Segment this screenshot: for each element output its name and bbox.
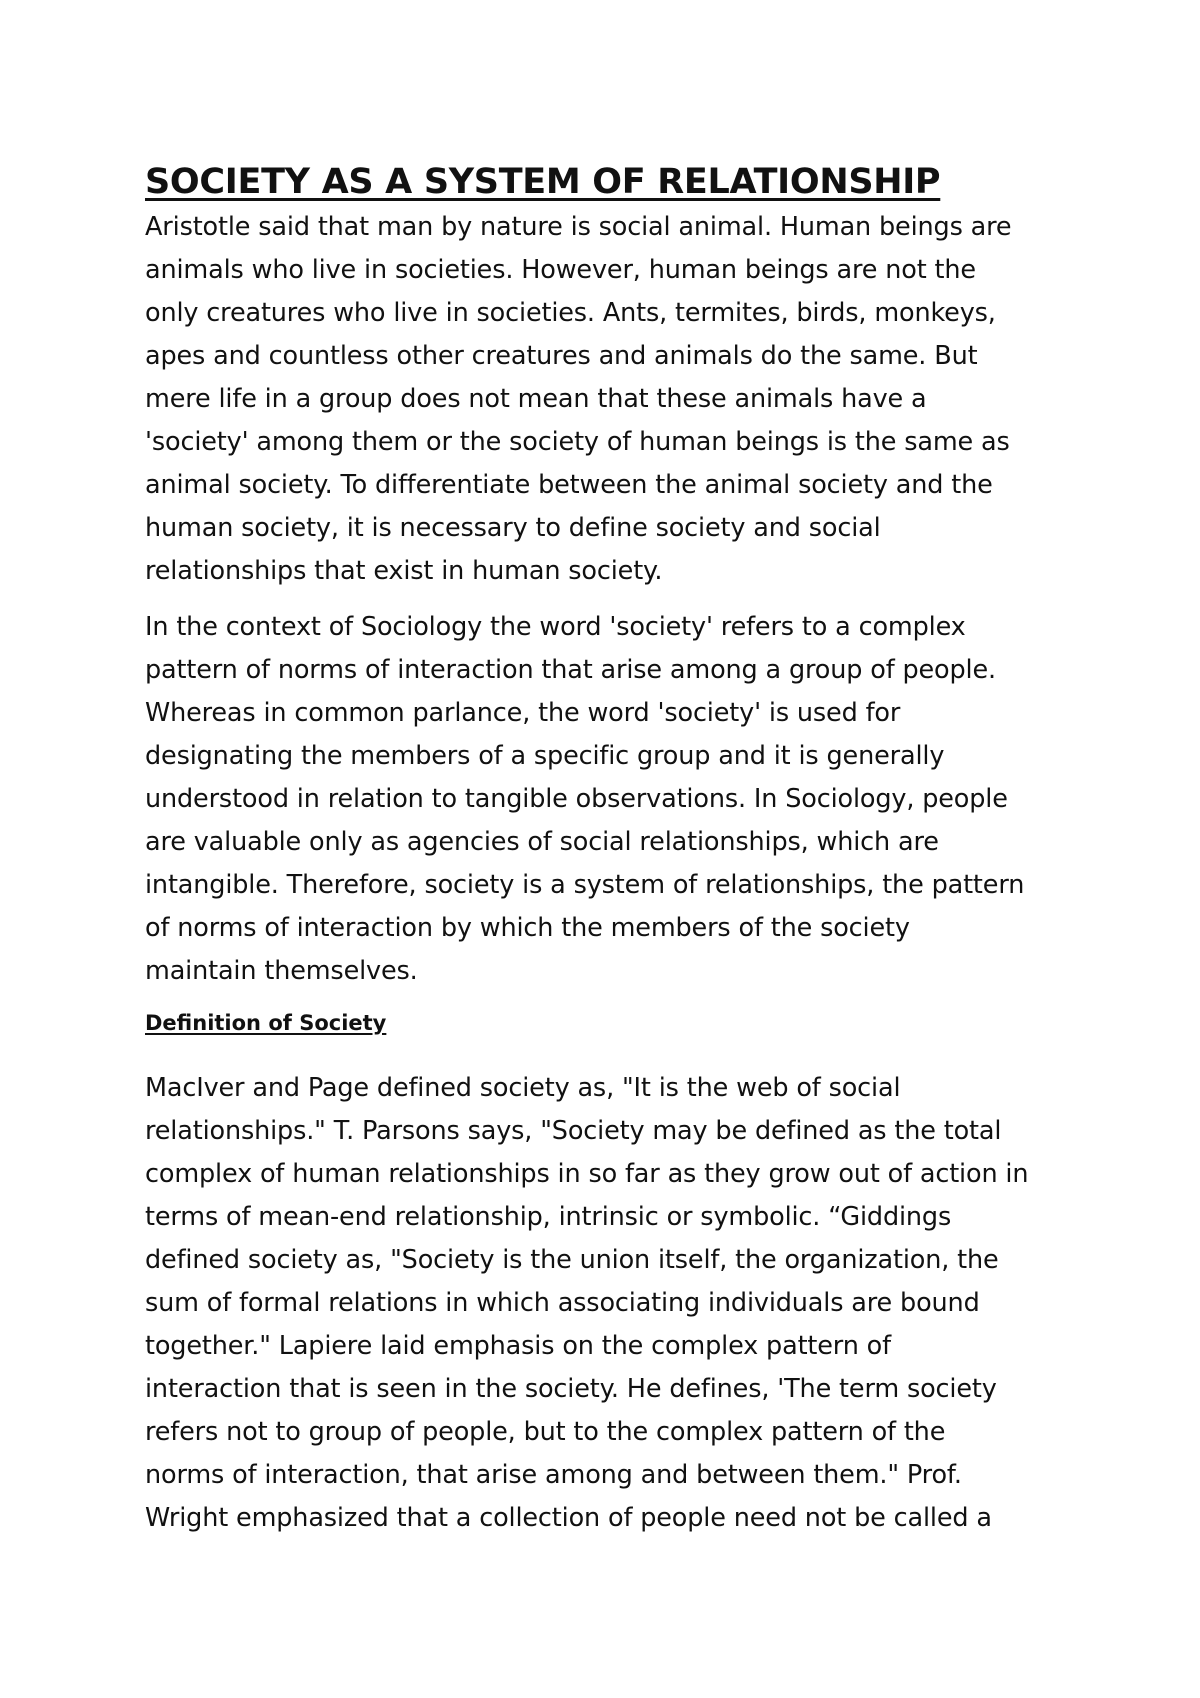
paragraph-spacer — [145, 593, 1075, 606]
text-line: Wright emphasized that a collection of people need not be called a — [145, 1503, 992, 1533]
text-line: maintain themselves. — [145, 956, 418, 986]
text-line: complex of human relationships in so far as they grow out of action in — [145, 1159, 1029, 1189]
text-line: defined society as, "Society is the union itself, the organization, the — [145, 1245, 999, 1275]
text-line: relationships that exist in human society. — [145, 556, 663, 586]
text-line: relationships." T. Parsons says, "Society may be defined as the total — [145, 1116, 1002, 1146]
paragraph-aristotle — [145, 206, 1075, 593]
text-line: mere life in a group does not mean that these animals have a — [145, 384, 927, 414]
paragraph-definitions — [145, 1067, 1075, 1540]
section-heading: Definition of Society — [145, 1011, 387, 1035]
text-line: apes and countless other creatures and animals do the same. But — [145, 341, 978, 371]
text-line: are valuable only as agencies of social relationships, which are — [145, 827, 939, 857]
text-line: understood in relation to tangible observations. In Sociology, people — [145, 784, 1008, 814]
text-line: together." Lapiere laid emphasis on the complex pattern of — [145, 1331, 891, 1361]
paragraph-spacer — [145, 993, 1075, 1008]
text-line: interaction that is seen in the society. He defines, 'The term society — [145, 1374, 997, 1404]
text-line: Whereas in common parlance, the word 'society' is used for — [145, 698, 901, 728]
text-line: sum of formal relations in which associating individuals are bound — [145, 1288, 980, 1318]
document-content — [145, 160, 1075, 1540]
text-line: animal society. To differentiate between the animal society and the — [145, 470, 993, 500]
text-line: designating the members of a specific group and it is generally — [145, 741, 945, 771]
text-line: In the context of Sociology the word 'society' refers to a complex — [145, 612, 966, 642]
text-line: human society, it is necessary to define society and social — [145, 513, 881, 543]
text-line: animals who live in societies. However, human beings are not the — [145, 255, 976, 285]
text-line: terms of mean-end relationship, intrinsic or symbolic. “Giddings — [145, 1202, 952, 1232]
text-line: refers not to group of people, but to the complex pattern of the — [145, 1417, 946, 1447]
text-line: intangible. Therefore, society is a system of relationships, the pattern — [145, 870, 1025, 900]
text-line: Aristotle said that man by nature is social animal. Human beings are — [145, 212, 1012, 242]
text-line: only creatures who live in societies. Ants, termites, birds, monkeys, — [145, 298, 996, 328]
text-line: MacIver and Page defined society as, "It is the web of social — [145, 1073, 901, 1103]
text-line: norms of interaction, that arise among and between them." Prof. — [145, 1460, 962, 1490]
text-line: pattern of norms of interaction that arise among a group of people. — [145, 655, 996, 685]
paragraph-sociology-context — [145, 606, 1075, 993]
paragraph-spacer — [145, 1038, 1075, 1067]
document-title: SOCIETY AS A SYSTEM OF RELATIONSHIP — [145, 162, 941, 202]
text-line: 'society' among them or the society of human beings is the same as — [145, 427, 1010, 457]
text-line: of norms of interaction by which the members of the society — [145, 913, 910, 943]
